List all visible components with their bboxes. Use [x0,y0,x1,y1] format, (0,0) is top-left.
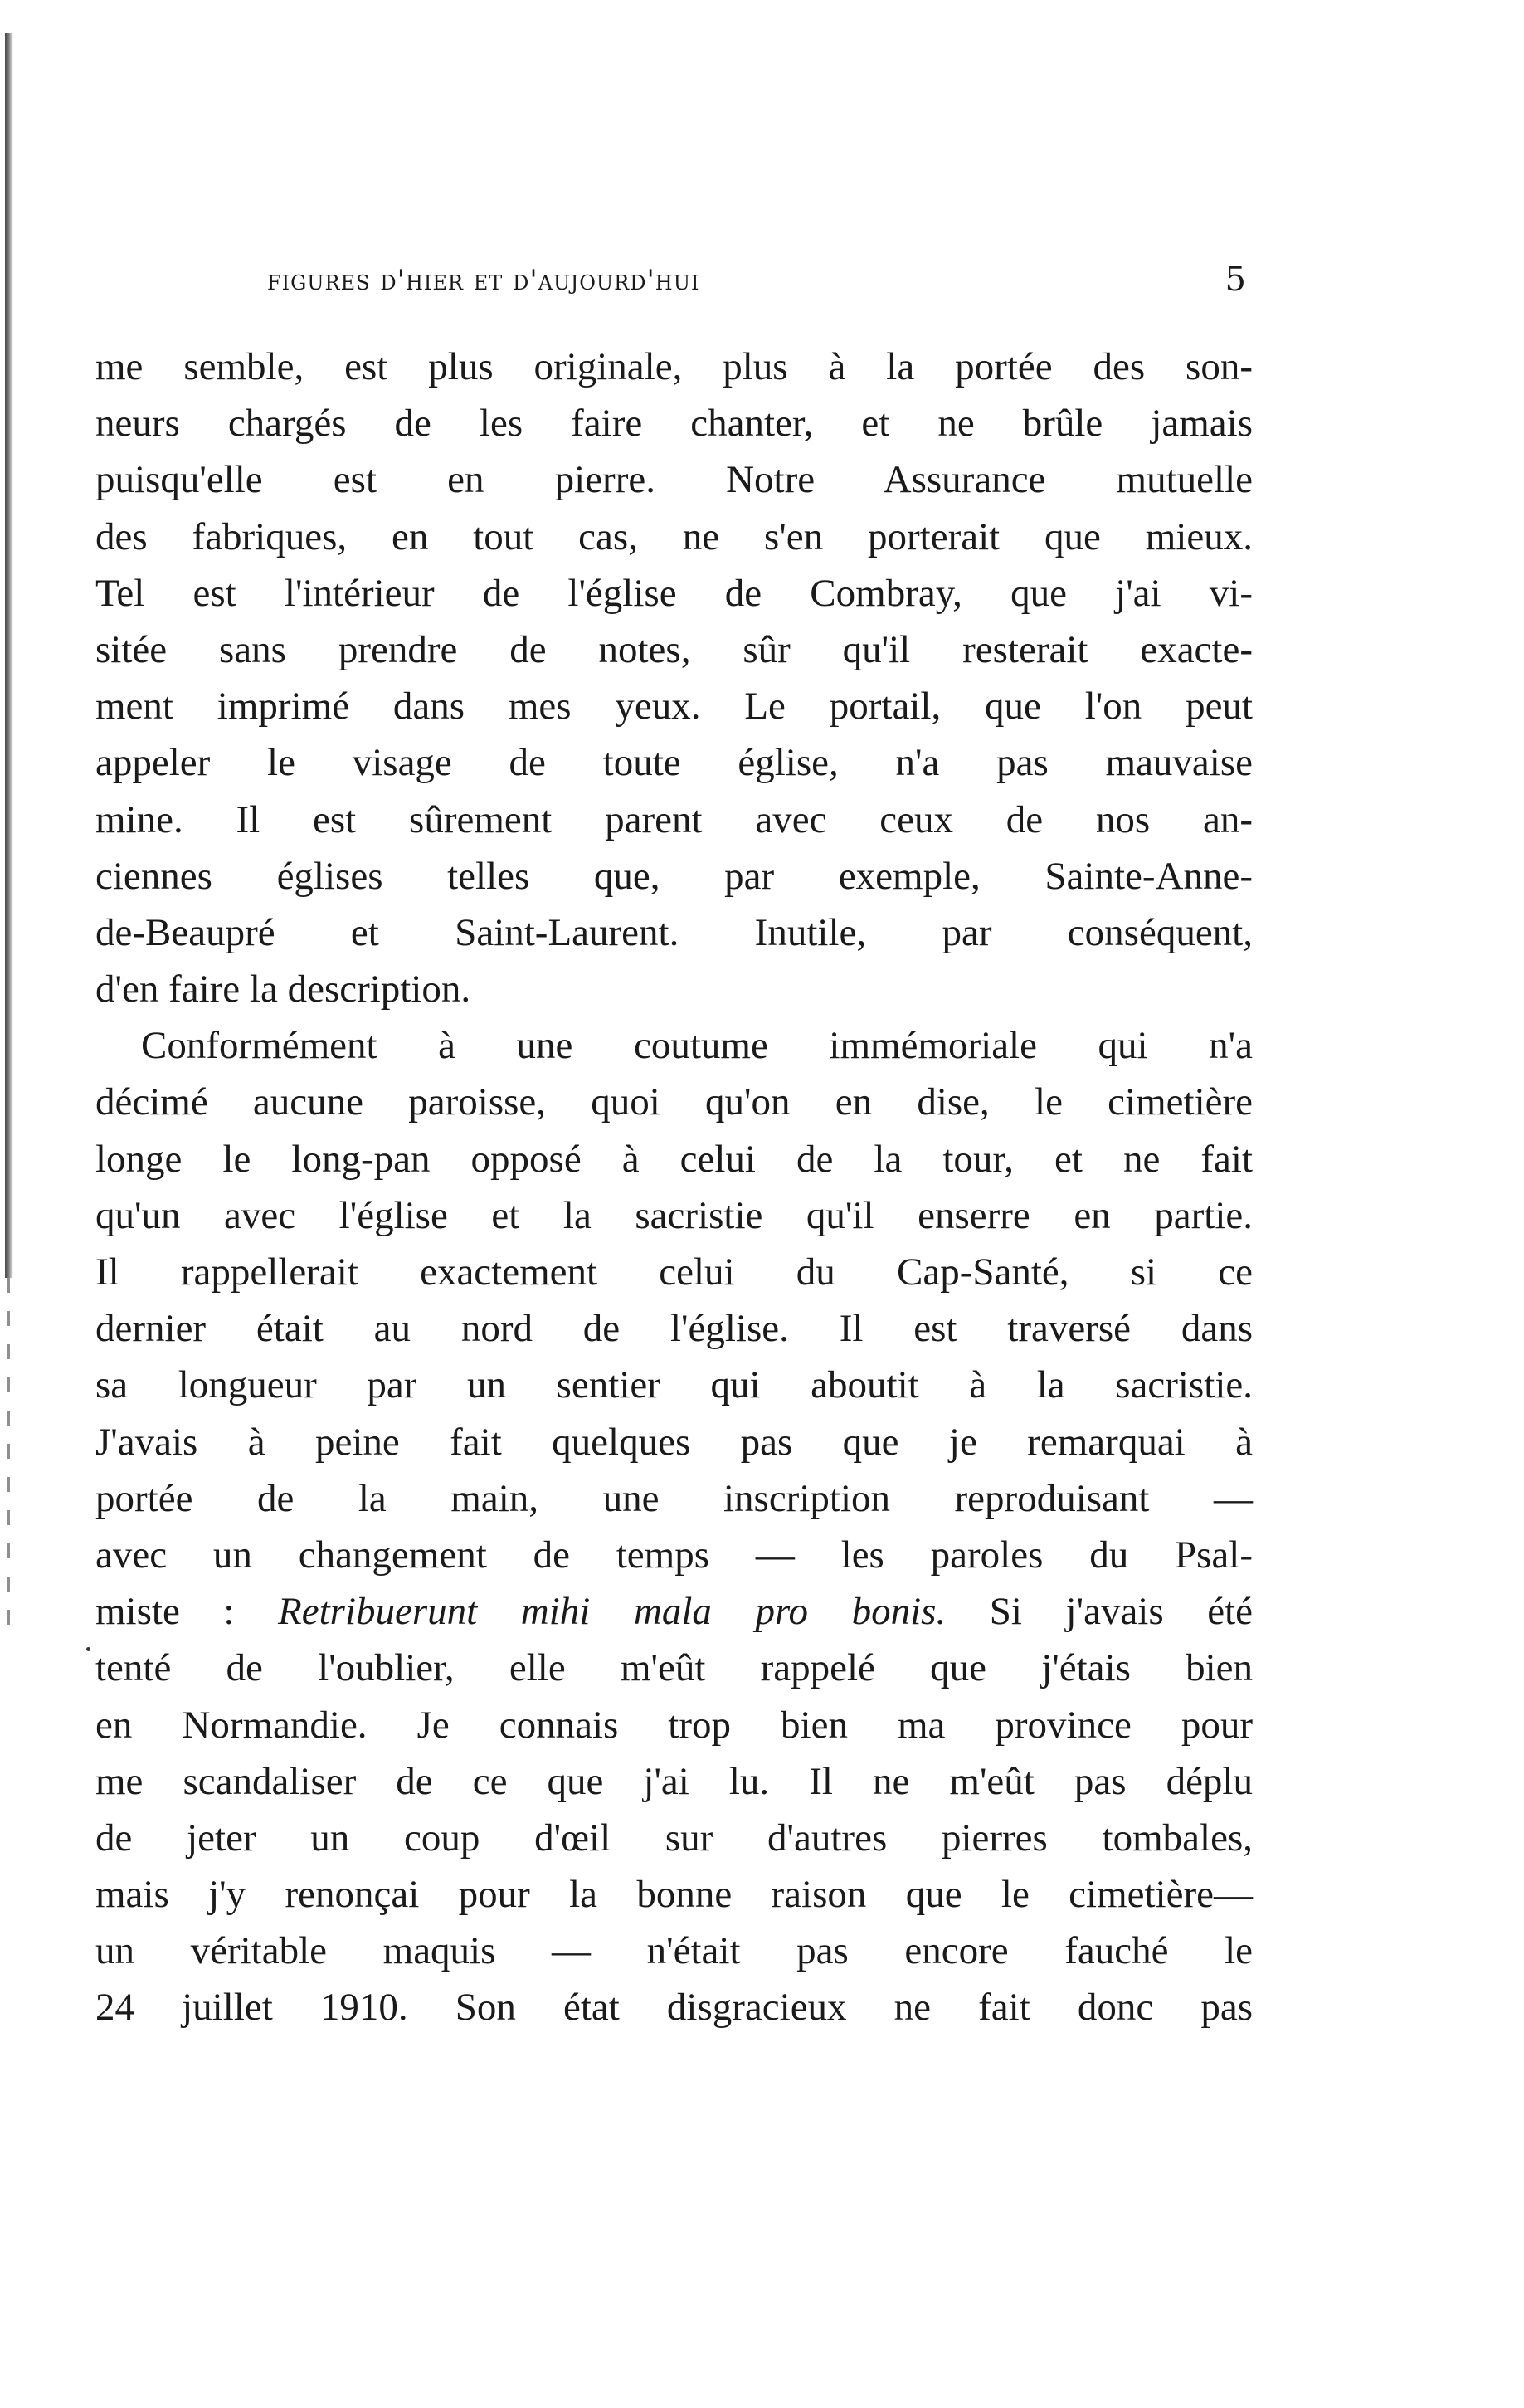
text-line-start: miste : [95,1590,279,1634]
text-line: des fabriques, en tout cas, ne s'en porterait que mieux. [95,514,1253,558]
text-line: longe le long-pan opposé à celui de la tour, et ne fait [95,1137,1253,1181]
text-line-end: Si j'avais été [946,1590,1254,1634]
text-line: mais j'y renonçai pour la bonne raison que le cimetière— [95,1873,1253,1917]
text-line: me semble, est plus originale, plus à la portée des son- [95,345,1253,388]
text-line: mine. Il est sûrement parent avec ceux de nos an- [95,797,1253,841]
text-line: J'avais à peine fait quelques pas que je remarquai à [95,1420,1253,1464]
text-line-with-quotation [95,1583,1253,1640]
text-line: me scandaliser de ce que j'ai lu. Il ne m'eût pas déplu [95,1759,1253,1803]
text-line: ment imprimé dans mes yeux. Le portail, que l'on peut [95,685,1253,729]
text-line: 24 juillet 1910. Son état disgracieux ne fait donc pas [95,1986,1253,2030]
text-line: Tel est l'intérieur de l'église de Combray, que j'ai vi- [95,571,1253,615]
scan-binding-edge-trace [7,1278,10,1626]
text-line: Il rappellerait exactement celui du Cap-Santé, si ce [95,1250,1253,1294]
latin-quotation: Retribuerunt mihi mala pro bonis. [278,1590,947,1634]
scan-binding-edge [5,33,13,1278]
margin-speck [86,1647,90,1651]
text-line: sa longueur par un sentier qui aboutit à la sacristie. [95,1363,1253,1407]
text-line: de jeter un coup d'œil sur d'autres pierres tombales, [95,1816,1253,1860]
page-header [267,261,1246,305]
text-line: ciennes églises telles que, par exemple, Sainte-Anne- [95,854,1253,898]
text-line: sitée sans prendre de notes, sûr qu'il resterait exacte- [95,627,1253,671]
text-line: portée de la main, une inscription reproduisant — [95,1476,1253,1520]
text-line: de-Beaupré et Saint-Laurent. Inutile, par conséquent, [95,910,1253,954]
text-line: tenté de l'oublier, elle m'eût rappelé que j'étais bien [95,1646,1253,1690]
text-line: un véritable maquis — n'était pas encore fauché le [95,1929,1253,1973]
text-line-paragraph-end: d'en faire la description. [95,968,471,1011]
text-line: en Normandie. Je connais trop bien ma province pour [95,1703,1253,1747]
text-line: appeler le visage de toute église, n'a pas mauvaise [95,741,1253,785]
body-text [95,339,1253,2036]
text-line: qu'un avec l'église et la sacristie qu'il enserre en partie. [95,1193,1253,1237]
text-line: avec un changement de temps — les paroles du Psal- [95,1533,1253,1577]
text-line: dernier était au nord de l'église. Il est traversé dans [95,1307,1253,1351]
text-line: décimé aucune paroisse, quoi qu'on en dise, le cimetière [95,1080,1253,1124]
page-number: 5 [1225,261,1246,299]
text-line-paragraph-start: Conformément à une coutume immémoriale qui n'a [141,1024,1253,1068]
running-head: figures d'hier et d'aujourd'hui [267,264,700,297]
text-line: neurs chargés de les faire chanter, et ne brûle jamais [95,402,1253,446]
text-line: puisqu'elle est en pierre. Notre Assurance mutuelle [95,458,1253,502]
